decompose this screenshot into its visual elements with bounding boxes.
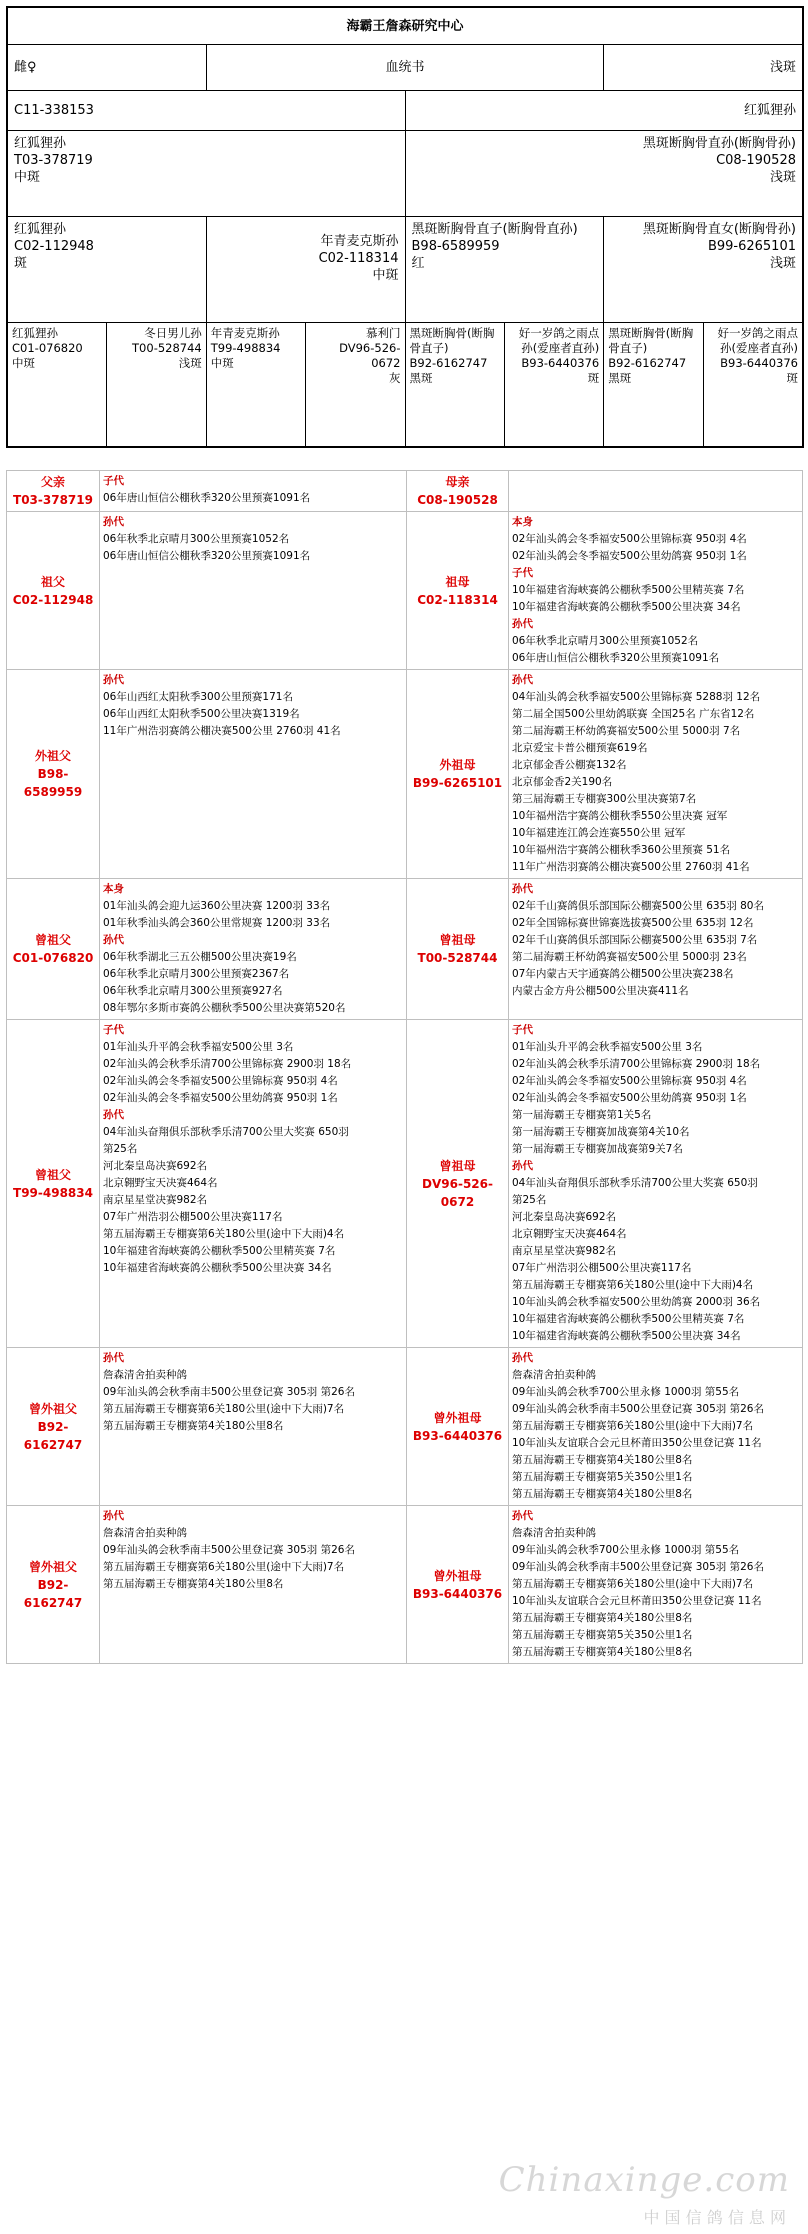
record-line: 09年汕头鸽会秋季南丰500公里登记赛 305羽 第26名 bbox=[512, 1403, 764, 1415]
record-line: 06年唐山恒信公棚秋季320公里预赛1091名 bbox=[103, 492, 311, 504]
ancestor-ring: T03-378719 bbox=[13, 493, 93, 507]
bird-strain: 红狐狸孙 bbox=[405, 91, 803, 131]
ancestor-ring: B92-6162747 bbox=[23, 1419, 83, 1452]
record-line: 第五届海霸王专棚赛第4关180公里8名 bbox=[103, 1420, 284, 1432]
record-line: 02年汕头鸽会冬季福安500公里锦标赛 950羽 4名 bbox=[512, 533, 747, 545]
right-ancestor-label bbox=[407, 670, 509, 879]
record-line: 第五届海霸王专棚赛第6关180公里(途中下大雨)7名 bbox=[103, 1403, 345, 1415]
dam-strain: 黑斑断胸骨直孙(断胸骨孙) bbox=[642, 136, 796, 151]
color: 黑斑 bbox=[608, 371, 632, 385]
ring: B93-6440376 bbox=[720, 356, 798, 370]
left-ancestor-label bbox=[7, 1506, 100, 1664]
color: 灰 bbox=[389, 371, 401, 385]
color: 浅斑 bbox=[178, 356, 202, 370]
doc-title: 血统书 bbox=[206, 45, 604, 91]
strain: 红狐狸孙 bbox=[14, 222, 67, 237]
record-line: 02年汕头鸽会冬季福安500公里幼鸽赛 950羽 1名 bbox=[512, 550, 747, 562]
ancestor-title: 曾祖父 bbox=[34, 933, 71, 947]
ancestor-title: 母亲 bbox=[445, 475, 470, 489]
sire-color: 中斑 bbox=[14, 170, 41, 185]
strain: 红狐狸孙 bbox=[12, 326, 58, 340]
record-line: 04年汕头奋翔俱乐部秋季乐清700公里大奖赛 650羽 bbox=[103, 1126, 349, 1138]
race-records bbox=[6, 470, 802, 1664]
color: 斑 bbox=[587, 371, 600, 385]
record-line: 第二届海霸王杯幼鸽赛福安500公里 5000羽 23名 bbox=[512, 951, 747, 963]
left-ancestor-records bbox=[100, 670, 407, 879]
record-line: 10年汕头鸽会秋季福安500公里幼鸽赛 2000羽 36名 bbox=[512, 1296, 761, 1308]
right-ancestor-label bbox=[407, 1348, 509, 1506]
record-line: 01年秋季汕头鸽会360公里常规赛 1200羽 33名 bbox=[103, 917, 331, 929]
record-line: 10年福州浩宇赛鸽公棚秋季550公里决赛 冠军 bbox=[512, 810, 728, 822]
ancestor-ring: C01-076820 bbox=[12, 951, 94, 965]
record-line: 01年汕头升平鸽会秋季福安500公里 3名 bbox=[103, 1041, 294, 1053]
record-line: 06年唐山恒信公棚秋季320公里预赛1091名 bbox=[512, 652, 720, 664]
record-row bbox=[7, 512, 803, 670]
color: 斑 bbox=[786, 371, 798, 385]
record-row bbox=[7, 879, 803, 1020]
record-line: 10年福建省海峡赛鸽公棚秋季500公里决赛 34名 bbox=[512, 1330, 741, 1342]
right-ancestor-records bbox=[509, 512, 803, 670]
record-line: 河北秦皇岛决赛692名 bbox=[512, 1211, 617, 1223]
ancestor-title: 外祖母 bbox=[439, 758, 476, 772]
record-line: 第五届海霸王专棚赛第4关180公里8名 bbox=[103, 1578, 284, 1590]
record-line: 11年广州浩羽赛鸽公棚决赛500公里 2760羽 41名 bbox=[512, 861, 750, 873]
watermark-sub: 中 国 信 鸽 信 息 网 bbox=[643, 2208, 786, 2227]
record-line: 第五届海霸王专棚赛第6关180公里(途中下大雨)7名 bbox=[103, 1561, 345, 1573]
gen4-6 bbox=[504, 323, 603, 447]
record-category: 孙代 bbox=[512, 1352, 533, 1364]
record-line: 06年唐山恒信公棚秋季320公里预赛1091名 bbox=[103, 550, 311, 562]
record-line: 02年汕头鸽会秋季乐清700公里锦标赛 2900羽 18名 bbox=[103, 1058, 352, 1070]
color: 中斑 bbox=[210, 356, 234, 370]
record-line: 02年汕头鸽会冬季福安500公里锦标赛 950羽 4名 bbox=[103, 1075, 338, 1087]
ancestor-title: 曾外祖父 bbox=[28, 1559, 77, 1574]
record-line: 02年汕头鸽会冬季福安500公里锦标赛 950羽 4名 bbox=[512, 1075, 747, 1087]
gen4-4 bbox=[306, 323, 405, 447]
record-category: 孙代 bbox=[103, 1109, 124, 1121]
record-row bbox=[7, 1506, 803, 1664]
right-ancestor-records bbox=[509, 1348, 803, 1506]
record-line: 第五届海霸王专棚赛第6关180公里(途中下大雨)7名 bbox=[512, 1420, 754, 1432]
strain: 黑斑断胸骨直子(断胸骨直孙) bbox=[411, 222, 578, 237]
record-category: 子代 bbox=[512, 1024, 533, 1036]
record-line: 第五届海霸王专棚赛第4关180公里8名 bbox=[512, 1488, 693, 1500]
ancestor-ring: C02-112948 bbox=[12, 592, 94, 607]
ancestor-title: 曾祖母 bbox=[439, 933, 476, 947]
color: 斑 bbox=[14, 256, 28, 271]
record-line: 詹森清舍拍卖种鸽 bbox=[512, 1527, 596, 1539]
record-category: 孙代 bbox=[103, 1352, 124, 1364]
color: 中斑 bbox=[372, 268, 399, 283]
record-line: 第25名 bbox=[103, 1143, 138, 1155]
watermark: Chinaxinge.com bbox=[498, 2160, 790, 2200]
right-ancestor-records bbox=[509, 471, 803, 512]
ring: T00-528744 bbox=[132, 341, 202, 355]
record-line: 01年汕头升平鸽会秋季福安500公里 3名 bbox=[512, 1041, 703, 1053]
sire-cell bbox=[8, 131, 406, 217]
left-ancestor-records bbox=[100, 1020, 407, 1348]
ring: B92-6162747 bbox=[409, 356, 488, 370]
record-line: 第五届海霸王专棚赛第4关180公里8名 bbox=[512, 1612, 693, 1624]
record-category: 孙代 bbox=[103, 1510, 124, 1522]
record-line: 10年福建省海峡赛鸽公棚秋季500公里精英赛 7名 bbox=[512, 584, 745, 596]
record-line: 02年全国锦标赛世锦赛选拔赛500公里 635羽 12名 bbox=[512, 917, 754, 929]
ancestor-title: 曾祖母 bbox=[439, 1158, 476, 1173]
record-line: 第五届海霸王专棚赛第6关180公里(途中下大雨)4名 bbox=[512, 1279, 754, 1291]
ancestor-title: 曾外祖母 bbox=[433, 1410, 482, 1425]
strain: 黑斑断胸骨直女(断胸骨孙) bbox=[642, 222, 796, 237]
record-line: 06年秋季北京晴月300公里预赛1052名 bbox=[103, 533, 290, 545]
record-category: 孙代 bbox=[512, 618, 533, 630]
left-ancestor-label bbox=[7, 1020, 100, 1348]
record-category: 子代 bbox=[103, 475, 124, 487]
ring: B92-6162747 bbox=[608, 356, 687, 370]
record-line: 南京星星堂决赛982名 bbox=[512, 1245, 617, 1257]
ancestor-ring: T00-528744 bbox=[417, 951, 498, 965]
right-ancestor-records bbox=[509, 1506, 803, 1664]
color: 浅斑 bbox=[769, 256, 796, 271]
gen4-8 bbox=[703, 323, 802, 447]
gen4-3 bbox=[206, 323, 305, 447]
right-ancestor-label bbox=[407, 512, 509, 670]
bird-ring: C11-338153 bbox=[8, 91, 406, 131]
record-line: 10年福建省海峡赛鸽公棚秋季500公里精英赛 7名 bbox=[103, 1245, 336, 1257]
record-row bbox=[7, 1020, 803, 1348]
record-line: 第一届海霸王专棚赛加战赛第9关7名 bbox=[512, 1143, 683, 1155]
record-category: 孙代 bbox=[512, 1510, 533, 1522]
record-line: 06年秋季北京晴月300公里预赛927名 bbox=[103, 985, 283, 997]
sire-ring: T03-378719 bbox=[14, 153, 93, 168]
record-line: 第五届海霸王专棚赛第5关350公里1名 bbox=[512, 1629, 693, 1641]
left-ancestor-label bbox=[7, 670, 100, 879]
record-line: 第五届海霸王专棚赛第6关180公里(途中下大雨)4名 bbox=[103, 1228, 345, 1240]
record-line: 11年广州浩羽赛鸽公棚决赛500公里 2760羽 41名 bbox=[103, 725, 341, 737]
left-ancestor-label bbox=[7, 1348, 100, 1506]
right-ancestor-label bbox=[407, 471, 509, 512]
record-line: 10年福建省海峡赛鸽公棚秋季500公里精英赛 7名 bbox=[512, 1313, 745, 1325]
ancestor-title: 曾外祖母 bbox=[433, 1568, 482, 1583]
left-ancestor-records bbox=[100, 512, 407, 670]
right-ancestor-label bbox=[407, 1020, 509, 1348]
record-line: 北京翱野宝天决赛464名 bbox=[103, 1177, 218, 1189]
record-line: 北京郁金香公棚赛132名 bbox=[512, 759, 627, 771]
ancestor-title: 父亲 bbox=[40, 475, 65, 489]
right-ancestor-records bbox=[509, 1020, 803, 1348]
record-category: 子代 bbox=[103, 1024, 124, 1036]
record-category: 孙代 bbox=[103, 934, 124, 946]
record-line: 内蒙古金方舟公棚500公里决赛411名 bbox=[512, 985, 689, 997]
color: 红 bbox=[411, 256, 425, 271]
sire-strain: 红狐狸孙 bbox=[14, 136, 67, 151]
gen4-2 bbox=[107, 323, 206, 447]
record-category: 本身 bbox=[512, 516, 533, 528]
record-line: 第五届海霸王专棚赛第6关180公里(途中下大雨)7名 bbox=[512, 1578, 754, 1590]
ring: C02-118314 bbox=[318, 251, 399, 266]
ring: DV96-526-0672 bbox=[339, 341, 401, 370]
strain: 年青麦克斯孙 bbox=[210, 326, 280, 340]
record-line: 06年秋季北京晴月300公里预赛2367名 bbox=[103, 968, 290, 980]
record-line: 第一届海霸王专棚赛加战赛第4关10名 bbox=[512, 1126, 690, 1138]
record-line: 06年山西红太阳秋季300公里预赛171名 bbox=[103, 691, 293, 703]
gen4-1 bbox=[8, 323, 107, 447]
ring: B99-6265101 bbox=[707, 239, 796, 254]
grandsire-maternal bbox=[405, 217, 604, 323]
record-line: 第五届海霸王专棚赛第4关180公里8名 bbox=[512, 1454, 693, 1466]
ancestor-title: 曾外祖父 bbox=[28, 1401, 77, 1416]
record-line: 詹森清舍拍卖种鸽 bbox=[103, 1527, 187, 1539]
ancestor-ring: DV96-526-0672 bbox=[422, 1176, 493, 1209]
record-line: 09年汕头鸽会秋季南丰500公里登记赛 305羽 第26名 bbox=[512, 1561, 764, 1573]
right-ancestor-records bbox=[509, 670, 803, 879]
dam-cell bbox=[405, 131, 803, 217]
record-line: 06年秋季北京晴月300公里预赛1052名 bbox=[512, 635, 699, 647]
left-ancestor-records bbox=[100, 1506, 407, 1664]
ancestor-ring: B99-6265101 bbox=[412, 776, 503, 790]
gen4-7 bbox=[604, 323, 703, 447]
ancestor-ring: C08-190528 bbox=[417, 493, 498, 507]
color: 中斑 bbox=[12, 356, 35, 370]
record-category: 孙代 bbox=[103, 674, 124, 686]
record-line: 10年汕头友谊联合会元旦杯莆田350公里登记赛 11名 bbox=[512, 1595, 762, 1607]
record-line: 06年山西红太阳秋季500公里决赛1319名 bbox=[103, 708, 300, 720]
record-line: 02年汕头鸽会冬季福安500公里幼鸽赛 950羽 1名 bbox=[512, 1092, 747, 1104]
ancestor-title: 祖父 bbox=[40, 574, 65, 589]
record-line: 09年汕头鸽会秋季南丰500公里登记赛 305羽 第26名 bbox=[103, 1386, 355, 1398]
strain: 慕利门 bbox=[366, 326, 401, 340]
right-ancestor-label bbox=[407, 879, 509, 1020]
record-line: 07年广州浩羽公棚500公里决赛117名 bbox=[103, 1211, 283, 1223]
record-line: 詹森清舍拍卖种鸽 bbox=[512, 1369, 596, 1381]
record-line: 第25名 bbox=[512, 1194, 547, 1206]
record-line: 第五届海霸王专棚赛第4关180公里8名 bbox=[512, 1646, 693, 1658]
ancestor-title: 祖母 bbox=[445, 574, 470, 589]
ancestor-ring: B93-6440376 bbox=[412, 1428, 503, 1443]
record-line: 02年汕头鸽会冬季福安500公里幼鸽赛 950羽 1名 bbox=[103, 1092, 338, 1104]
record-category: 本身 bbox=[103, 883, 124, 895]
record-line: 06年秋季湖北三五公棚500公里决赛19名 bbox=[103, 951, 297, 963]
right-ancestor-records bbox=[509, 879, 803, 1020]
strain: 好一岁鸽之雨点孙(爱座者直孙) bbox=[518, 326, 600, 355]
record-line: 北京爱宝卡普公棚预赛619名 bbox=[512, 742, 648, 754]
left-ancestor-label bbox=[7, 879, 100, 1020]
record-line: 第一届海霸王专棚赛第1关5名 bbox=[512, 1109, 652, 1121]
record-line: 02年千山赛鸽俱乐部国际公棚赛500公里 635羽 7名 bbox=[512, 934, 758, 946]
left-ancestor-records bbox=[100, 879, 407, 1020]
record-line: 南京星星堂决赛982名 bbox=[103, 1194, 208, 1206]
strain: 年青麦克斯孙 bbox=[320, 234, 399, 249]
record-line: 北京郁金香2关190名 bbox=[512, 776, 613, 788]
ancestor-title: 外祖父 bbox=[34, 749, 71, 763]
record-line: 07年内蒙古天宇通赛鸽公棚500公里决赛238名 bbox=[512, 968, 734, 980]
record-line: 09年汕头鸽会秋季700公里永修 1000羽 第55名 bbox=[512, 1386, 740, 1398]
grandsire-paternal bbox=[8, 217, 207, 323]
ancestor-title: 曾祖父 bbox=[34, 1167, 71, 1182]
bird-color: 浅斑 bbox=[604, 45, 803, 91]
record-line: 09年汕头鸽会秋季南丰500公里登记赛 305羽 第26名 bbox=[103, 1544, 355, 1556]
granddam-paternal bbox=[206, 217, 405, 323]
record-line: 詹森清舍拍卖种鸽 bbox=[103, 1369, 187, 1381]
record-category: 孙代 bbox=[512, 1160, 533, 1172]
record-line: 河北秦皇岛决赛692名 bbox=[103, 1160, 208, 1172]
record-line: 07年广州浩羽公棚500公里决赛117名 bbox=[512, 1262, 692, 1274]
record-line: 10年福建连江鸽会连赛550公里 冠军 bbox=[512, 827, 686, 839]
color: 黑斑 bbox=[409, 371, 433, 385]
record-line: 第二届全国500公里幼鸽联赛 全国25名 广东省12名 bbox=[512, 708, 755, 720]
ancestor-ring: T99-498834 bbox=[13, 1185, 93, 1200]
strain: 黑斑断胸骨(断胸骨直子) bbox=[608, 326, 694, 355]
record-line: 10年汕头友谊联合会元旦杯莆田350公里登记赛 11名 bbox=[512, 1437, 762, 1449]
strain: 冬日男儿孙 bbox=[144, 326, 202, 340]
record-line: 02年汕头鸽会秋季乐清700公里锦标赛 2900羽 18名 bbox=[512, 1058, 761, 1070]
record-line: 01年汕头鸽会迎九运360公里决赛 1200羽 33名 bbox=[103, 900, 331, 912]
sex: 雌♀ bbox=[8, 45, 207, 91]
center-name: 海霸王詹森研究中心 bbox=[8, 8, 803, 45]
left-ancestor-label bbox=[7, 512, 100, 670]
record-line: 09年汕头鸽会秋季700公里永修 1000羽 第55名 bbox=[512, 1544, 740, 1556]
left-ancestor-label bbox=[7, 471, 100, 512]
granddam-maternal bbox=[604, 217, 803, 323]
strain: 黑斑断胸骨(断胸骨直子) bbox=[409, 326, 495, 355]
record-line: 第五届海霸王专棚赛第5关350公里1名 bbox=[512, 1471, 693, 1483]
record-line: 第三届海霸王专棚赛300公里决赛第7名 bbox=[512, 793, 697, 805]
record-line: 02年千山赛鸽俱乐部国际公棚赛500公里 635羽 80名 bbox=[512, 900, 764, 912]
record-line: 08年鄂尔多斯市赛鸽公棚秋季500公里决赛第520名 bbox=[103, 1002, 346, 1014]
record-line: 10年福建省海峡赛鸽公棚秋季500公里决赛 34名 bbox=[512, 601, 741, 613]
record-line: 第二届海霸王杯幼鸽赛福安500公里 5000羽 7名 bbox=[512, 725, 741, 737]
dam-color: 浅斑 bbox=[769, 170, 796, 185]
left-ancestor-records bbox=[100, 471, 407, 512]
record-row bbox=[7, 670, 803, 879]
record-line: 10年福州浩宇赛鸽公棚秋季360公里预赛 51名 bbox=[512, 844, 731, 856]
record-line: 04年汕头奋翔俱乐部秋季乐清700公里大奖赛 650羽 bbox=[512, 1177, 758, 1189]
record-category: 孙代 bbox=[512, 674, 533, 686]
ring: C01-076820 bbox=[12, 341, 83, 355]
ring: C02-112948 bbox=[14, 239, 94, 254]
right-ancestor-label bbox=[407, 1506, 509, 1664]
record-line: 04年汕头鸽会秋季福安500公里锦标赛 5288羽 12名 bbox=[512, 691, 761, 703]
left-ancestor-records bbox=[100, 1348, 407, 1506]
record-category: 子代 bbox=[512, 567, 533, 579]
ring: B93-6440376 bbox=[521, 356, 600, 370]
ancestor-ring: C02-118314 bbox=[417, 592, 498, 607]
strain: 好一岁鸽之雨点孙(爱座者直孙) bbox=[717, 326, 798, 355]
record-category: 孙代 bbox=[512, 883, 533, 895]
dam-ring: C08-190528 bbox=[716, 153, 796, 168]
ring: T99-498834 bbox=[210, 341, 281, 355]
record-row bbox=[7, 471, 803, 512]
gen4-5 bbox=[405, 323, 504, 447]
record-category: 孙代 bbox=[103, 516, 124, 528]
record-row bbox=[7, 1348, 803, 1506]
record-line: 10年福建省海峡赛鸽公棚秋季500公里决赛 34名 bbox=[103, 1262, 332, 1274]
ring: B98-6589959 bbox=[411, 239, 500, 254]
record-line: 北京翱野宝天决赛464名 bbox=[512, 1228, 627, 1240]
ancestor-ring: B98-6589959 bbox=[23, 767, 83, 799]
ancestor-ring: B93-6440376 bbox=[412, 1586, 503, 1601]
pedigree-chart bbox=[6, 6, 804, 448]
ancestor-ring: B92-6162747 bbox=[23, 1577, 83, 1610]
